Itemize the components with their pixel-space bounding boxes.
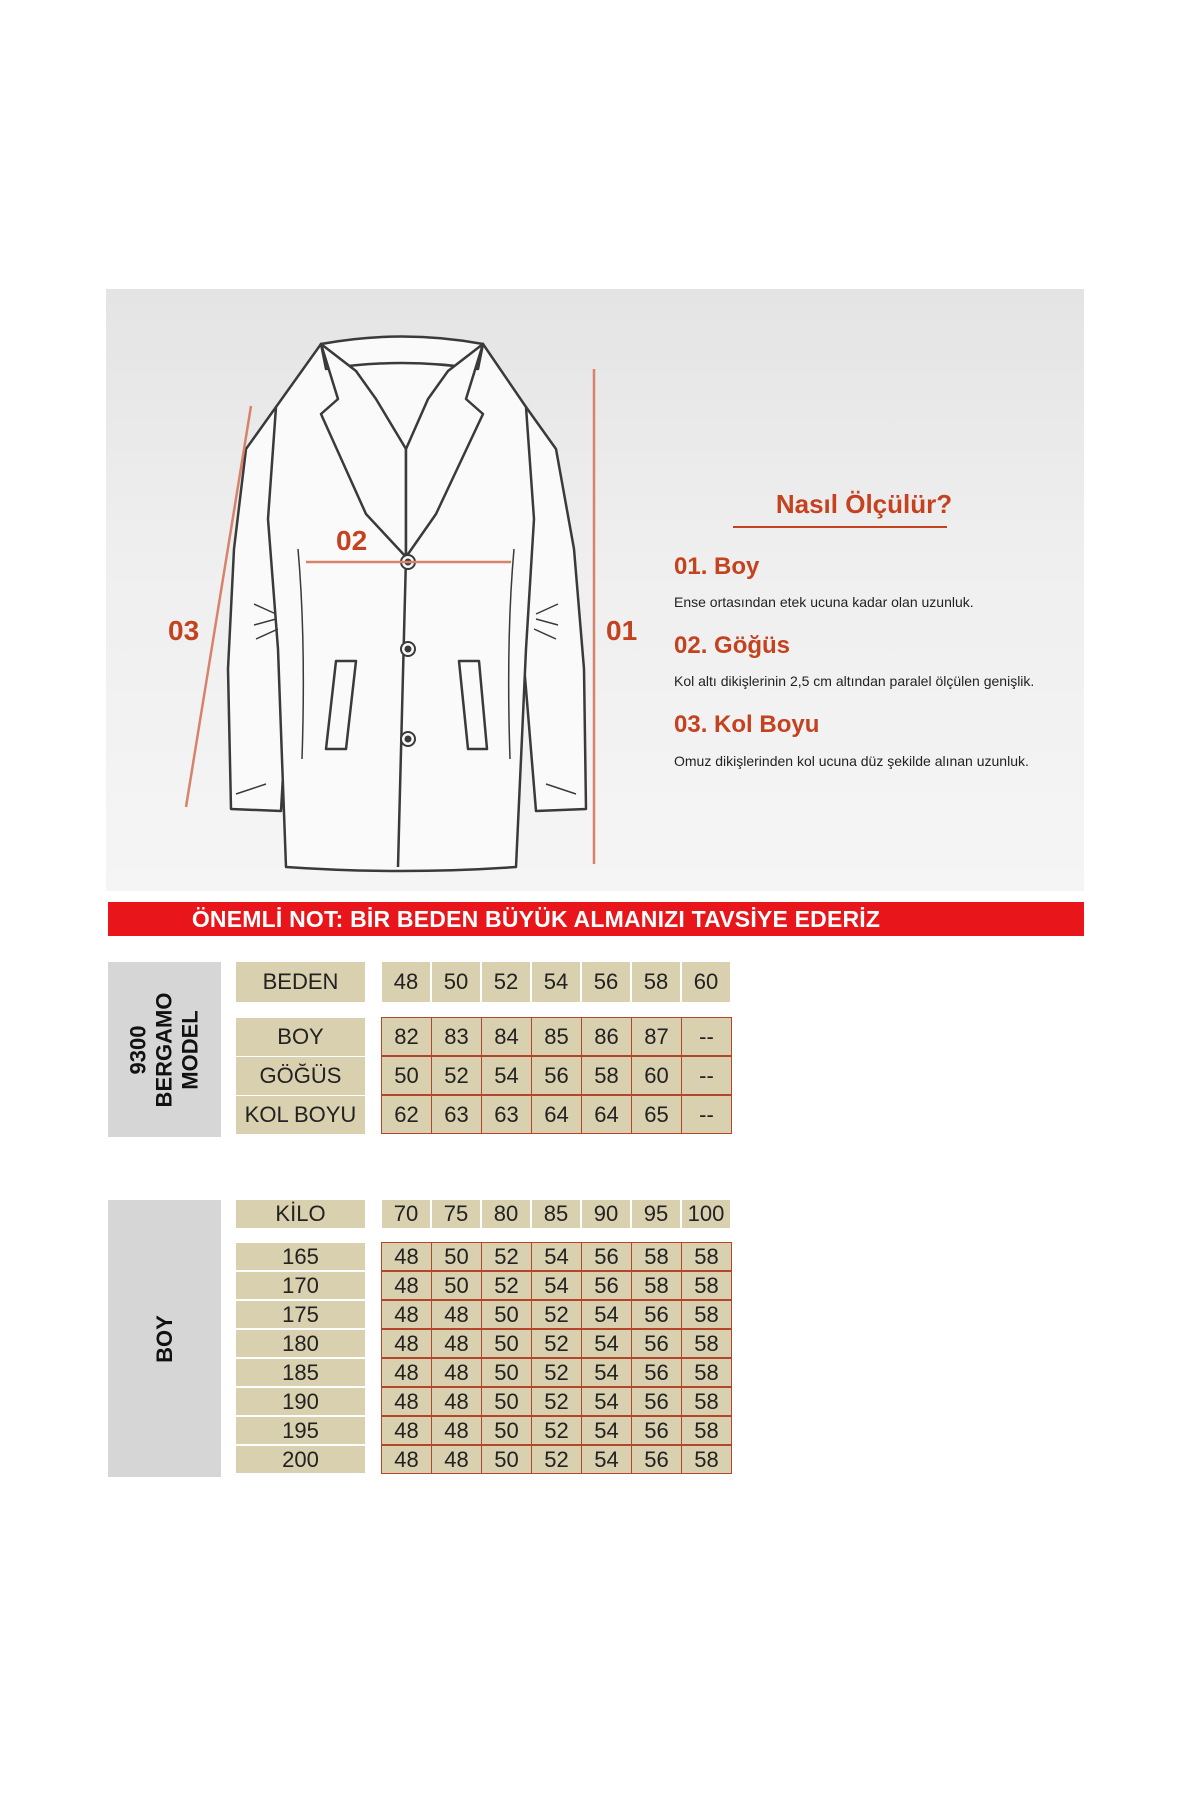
table-cell: 48 — [381, 1416, 432, 1445]
fit-table-height-label — [108, 1200, 221, 1477]
length-dimension-label: 01 — [606, 615, 638, 646]
table-cell: 48 — [381, 1358, 432, 1387]
table-cell: 54 — [581, 1416, 632, 1445]
fit-header-label: KİLO — [236, 1200, 365, 1228]
table-cell: 56 — [631, 1329, 682, 1358]
chest-dimension-label: 02 — [336, 525, 368, 556]
table-cell: 48 — [431, 1300, 482, 1329]
weight-header-cell: 75 — [432, 1200, 482, 1228]
table-cell: 52 — [531, 1416, 582, 1445]
model-label-text: 9300 BERGAMO MODEL — [125, 992, 203, 1107]
table-cell: 50 — [481, 1300, 532, 1329]
table-cell: 52 — [431, 1056, 482, 1095]
guide-item-length-desc: Ense ortasından etek ucuna kadar olan uzunluk. — [674, 594, 974, 610]
table-cell: 56 — [631, 1445, 682, 1474]
table-cell: 48 — [381, 1242, 432, 1271]
table-cell: 65 — [631, 1095, 682, 1134]
table-cell: 58 — [681, 1445, 732, 1474]
table-cell: 48 — [431, 1416, 482, 1445]
table-cell: 48 — [431, 1329, 482, 1358]
height-row-label: 195 — [236, 1417, 365, 1444]
size-header-cell: 50 — [432, 962, 482, 1002]
table-cell: 54 — [581, 1300, 632, 1329]
table-cell: 56 — [581, 1242, 632, 1271]
coat-illustration — [106, 289, 1084, 891]
table-cell: 58 — [681, 1242, 732, 1271]
table-cell: 87 — [631, 1017, 682, 1056]
table-cell: 50 — [481, 1358, 532, 1387]
table-cell: 58 — [681, 1329, 732, 1358]
weight-header-cell: 100 — [682, 1200, 732, 1228]
table-cell: 48 — [381, 1445, 432, 1474]
table-cell: 52 — [531, 1387, 582, 1416]
guide-heading-underline — [733, 526, 947, 528]
table-cell: 50 — [481, 1329, 532, 1358]
guide-item-chest-desc: Kol altı dikişlerinin 2,5 cm altından paralel ölçülen genişlik. — [674, 673, 1035, 689]
table-cell: 52 — [531, 1329, 582, 1358]
weight-header-cell: 90 — [582, 1200, 632, 1228]
height-label-text: BOY — [151, 1314, 177, 1363]
table-cell: 50 — [431, 1242, 482, 1271]
table-cell: 58 — [681, 1300, 732, 1329]
weight-header-cell: 70 — [382, 1200, 432, 1228]
table-cell: -- — [681, 1095, 732, 1134]
table-cell: 58 — [681, 1271, 732, 1300]
table-cell: 54 — [581, 1329, 632, 1358]
height-row-label: 200 — [236, 1446, 365, 1473]
size-header-cell: 54 — [532, 962, 582, 1002]
table-cell: 58 — [681, 1416, 732, 1445]
table-cell: 58 — [631, 1242, 682, 1271]
table-cell: 64 — [531, 1095, 582, 1134]
size-header-cell: 52 — [482, 962, 532, 1002]
table-cell: 54 — [481, 1056, 532, 1095]
table-cell: 52 — [481, 1242, 532, 1271]
table-cell: -- — [681, 1056, 732, 1095]
table-cell: 54 — [581, 1358, 632, 1387]
table-cell: 48 — [431, 1358, 482, 1387]
table-cell: 48 — [431, 1445, 482, 1474]
size-header-cell: 58 — [632, 962, 682, 1002]
table-cell: 50 — [481, 1416, 532, 1445]
sleeve-dimension-label: 03 — [168, 615, 200, 646]
size-header-label: BEDEN — [236, 962, 365, 1002]
height-row-label: 190 — [236, 1388, 365, 1415]
table-cell: 52 — [531, 1300, 582, 1329]
table-cell: 56 — [631, 1416, 682, 1445]
guide-item-sleeve-desc: Omuz dikişlerinden kol ucuna düz şekilde alınan uzunluk. — [674, 753, 1029, 769]
size-table-grid — [382, 1018, 732, 1135]
table-cell: 50 — [381, 1056, 432, 1095]
guide-item-chest-title: 02. Göğüs — [674, 632, 791, 659]
table-cell: 52 — [531, 1445, 582, 1474]
weight-header-cell: 85 — [532, 1200, 582, 1228]
table-cell: 54 — [531, 1242, 582, 1271]
table-cell: 56 — [531, 1056, 582, 1095]
guide-item-length-title: 01. Boy — [674, 553, 760, 580]
table-cell: 52 — [481, 1271, 532, 1300]
table-cell: 82 — [381, 1017, 432, 1056]
size-row-label: GÖĞÜS — [236, 1057, 365, 1095]
table-cell: 58 — [681, 1387, 732, 1416]
table-cell: 64 — [581, 1095, 632, 1134]
table-cell: 56 — [631, 1387, 682, 1416]
height-row-label: 175 — [236, 1301, 365, 1328]
table-cell: 52 — [531, 1358, 582, 1387]
size-row-label: BOY — [236, 1018, 365, 1056]
height-row-label: 170 — [236, 1272, 365, 1299]
table-cell: 85 — [531, 1017, 582, 1056]
guide-heading: Nasıl Ölçülür? — [775, 489, 953, 519]
height-row-label: 180 — [236, 1330, 365, 1357]
size-header-cell: 60 — [682, 962, 732, 1002]
table-cell: 48 — [431, 1387, 482, 1416]
table-cell: 50 — [481, 1445, 532, 1474]
table-cell: -- — [681, 1017, 732, 1056]
table-cell: 86 — [581, 1017, 632, 1056]
table-cell: 54 — [581, 1445, 632, 1474]
table-cell: 58 — [631, 1271, 682, 1300]
table-cell: 56 — [631, 1358, 682, 1387]
size-row-label: KOL BOYU — [236, 1096, 365, 1134]
size-header-values — [382, 962, 732, 1002]
table-cell: 58 — [581, 1056, 632, 1095]
important-note-banner: ÖNEMLİ NOT: BİR BEDEN BÜYÜK ALMANIZI TAVSİYE EDERİZ — [108, 902, 1084, 936]
table-cell: 54 — [531, 1271, 582, 1300]
table-cell: 48 — [381, 1300, 432, 1329]
height-row-label: 165 — [236, 1243, 365, 1270]
table-cell: 48 — [381, 1271, 432, 1300]
table-cell: 50 — [431, 1271, 482, 1300]
size-header-cell: 56 — [582, 962, 632, 1002]
height-row-label: 185 — [236, 1359, 365, 1386]
table-cell: 48 — [381, 1329, 432, 1358]
measurement-diagram-panel — [106, 289, 1084, 891]
table-cell: 48 — [381, 1387, 432, 1416]
table-cell: 84 — [481, 1017, 532, 1056]
table-cell: 56 — [631, 1300, 682, 1329]
weight-header-cell: 80 — [482, 1200, 532, 1228]
table-cell: 54 — [581, 1387, 632, 1416]
size-header-cell: 48 — [382, 962, 432, 1002]
table-cell: 56 — [581, 1271, 632, 1300]
table-cell: 50 — [481, 1387, 532, 1416]
fit-header-values — [382, 1200, 732, 1228]
table-cell: 60 — [631, 1056, 682, 1095]
table-cell: 83 — [431, 1017, 482, 1056]
fit-table-grid — [382, 1243, 732, 1475]
table-cell: 58 — [681, 1358, 732, 1387]
size-table-model-label — [108, 962, 221, 1137]
table-cell: 63 — [431, 1095, 482, 1134]
weight-header-cell: 95 — [632, 1200, 682, 1228]
table-cell: 63 — [481, 1095, 532, 1134]
table-cell: 62 — [381, 1095, 432, 1134]
guide-item-sleeve-title: 03. Kol Boyu — [674, 711, 820, 738]
